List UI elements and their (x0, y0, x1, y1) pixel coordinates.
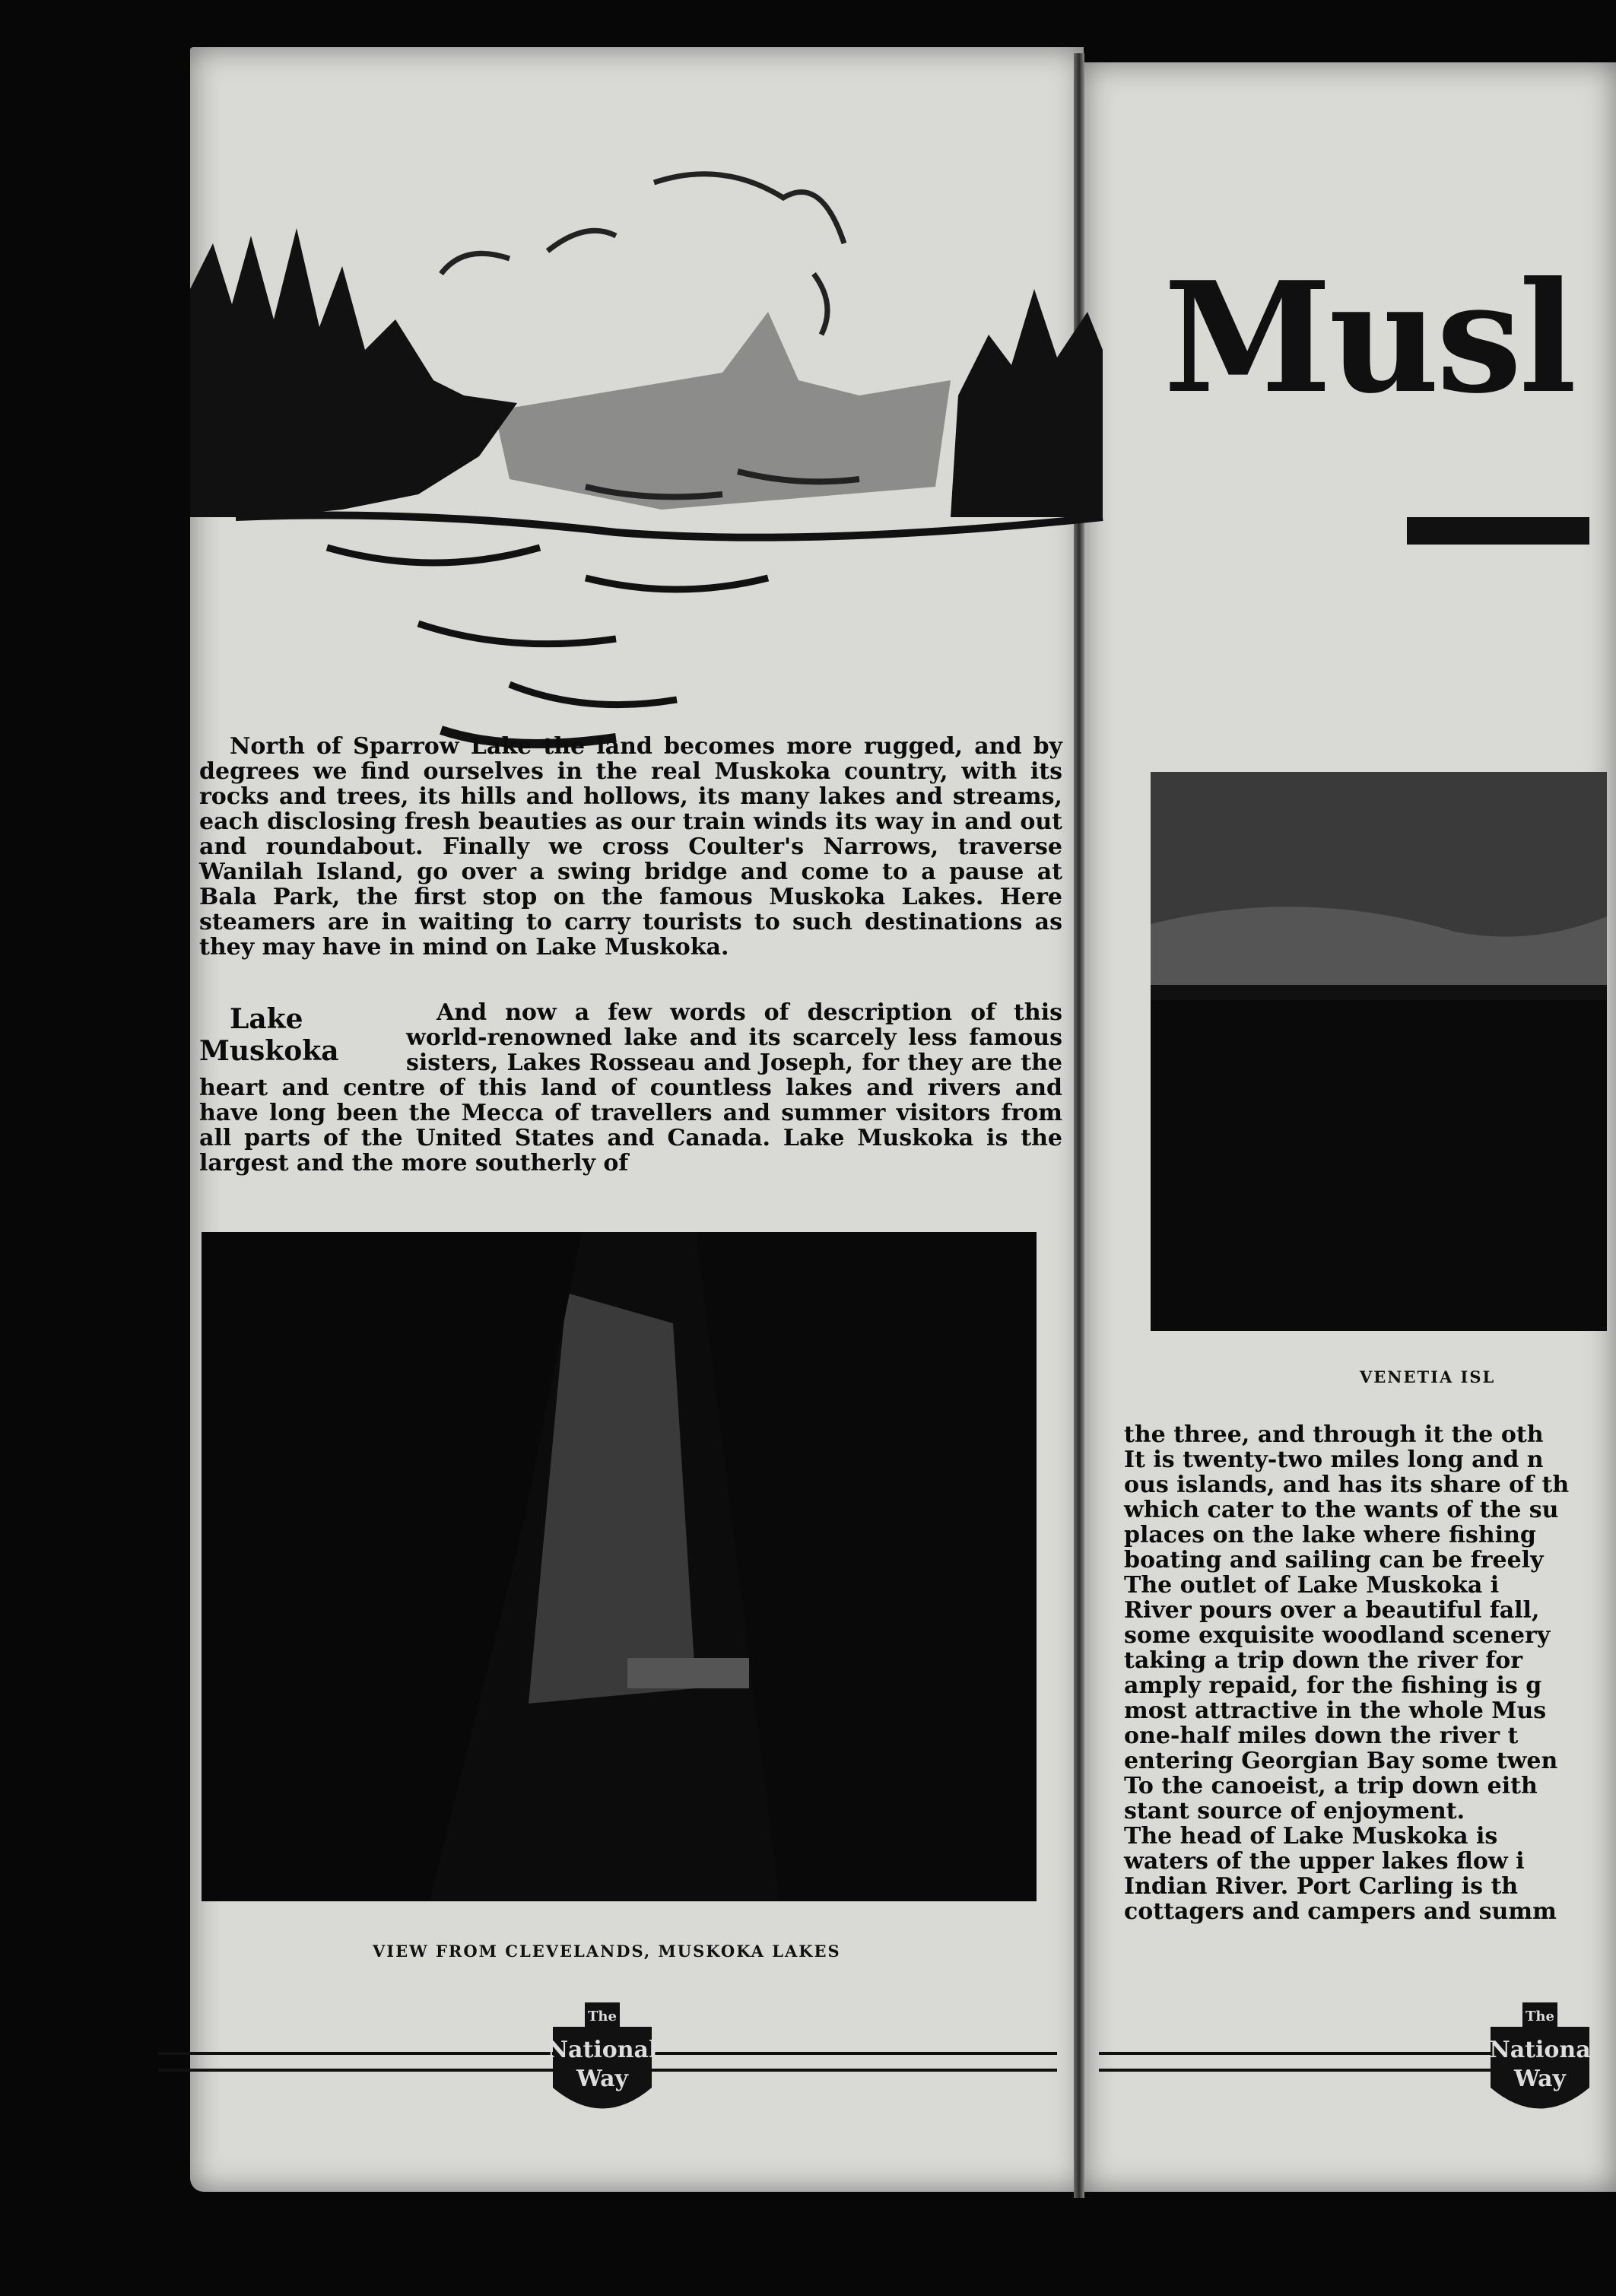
emblem-line-2-right: Way (1514, 2066, 1566, 2092)
text-line: taking a trip down the river for (1124, 1647, 1523, 1674)
photo-caption-clevelands: VIEW FROM CLEVELANDS, MUSKOKA LAKES (373, 1942, 841, 1961)
national-way-emblem-right (1483, 1996, 1597, 2129)
intro-paragraph: North of Sparrow Lake the land becomes more rugged, and by degrees we find ourselves in the real Muskoka country, with its rocks and trees, its hills and hollows, its many lakes and streams, each disclosing fresh beauties as our train winds its way in and out and roundabout. Finally we cross Coulter's Narrows, traverse Wanilah Island, go over a swing bridge and come to a pause at Bala Park, the first stop on the famous Muskoka Lakes. Here steamers are in waiting to carry tourists to such destinations as they may have in mind on Lake Muskoka. (199, 733, 1062, 961)
emblem-line-2: Way (576, 2066, 628, 2092)
lake-landscape-illustration (190, 152, 1103, 745)
text-line: It is twenty-two miles long and n (1124, 1447, 1544, 1473)
sidehead-lake-muskoka: Lake Muskoka (199, 1003, 339, 1067)
text-line: boating and sailing can be freely (1124, 1547, 1544, 1574)
section-title: Musl (1164, 249, 1574, 427)
photo-caption-venetia: VENETIA ISL (1360, 1367, 1496, 1386)
text-line: places on the lake where fishing (1124, 1522, 1536, 1548)
text-line: River pours over a beautiful fall, (1124, 1597, 1540, 1624)
text-line: amply repaid, for the fishing is g (1124, 1672, 1542, 1699)
text-line: entering Georgian Bay some twen (1124, 1748, 1558, 1774)
text-line: the three, and through it the oth (1124, 1421, 1544, 1448)
text-line: ous islands, and has its share of th (1124, 1472, 1570, 1498)
photo-clevelands (202, 1232, 1037, 1901)
text-line: cottagers and campers and summ (1124, 1898, 1557, 1925)
text-line: stant source of enjoyment. (1124, 1798, 1465, 1824)
text-line: To the canoeist, a trip down eith (1124, 1773, 1538, 1799)
text-line: The outlet of Lake Muskoka i (1124, 1572, 1500, 1599)
title-underline (1407, 517, 1589, 545)
text-line: most attractive in the whole Mus (1124, 1697, 1547, 1724)
photo-venetia-island (1151, 772, 1607, 1331)
text-line: one-half miles down the river t (1124, 1723, 1519, 1749)
national-way-emblem (545, 1996, 659, 2129)
text-line: waters of the upper lakes flow i (1124, 1848, 1525, 1875)
emblem-top-text: The (588, 2009, 617, 2024)
lake-muskoka-paragraph (199, 1000, 1062, 1176)
text-line: which cater to the wants of the su (1124, 1497, 1559, 1523)
emblem-top-text-right: The (1526, 2009, 1554, 2024)
right-page-text (1124, 1422, 1611, 1924)
lake-muskoka-text: And now a few words of description of this world-renowned lake and its scarcely less famous sisters, Lakes Rosseau and Joseph, for they are the heart and centre of this land of countless lakes and rivers and have long been the Mecca of travellers and summer visitors from all parts of the United States and Canada. Lake Muskoka is the largest and the more southerly of (199, 999, 1062, 1177)
text-line: some exquisite woodland scenery (1124, 1622, 1551, 1649)
emblem-line-1: National (547, 2037, 658, 2063)
emblem-line-1-right: Nationa (1489, 2037, 1591, 2063)
text-line: The head of Lake Muskoka is (1124, 1823, 1498, 1850)
text-line: Indian River. Port Carling is th (1124, 1873, 1519, 1900)
